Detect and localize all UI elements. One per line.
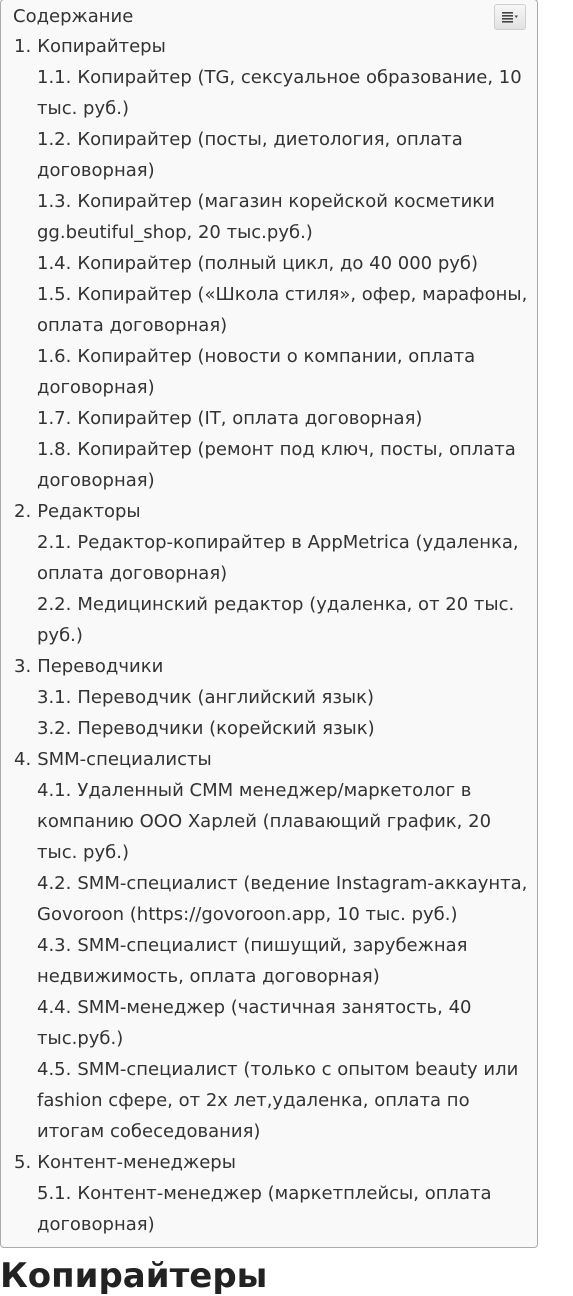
- toc-item-label: Копирайтер (полный цикл, до 40 000 руб): [77, 253, 479, 274]
- toc-item-number: 3.2.: [37, 718, 72, 739]
- toc-section-link[interactable]: [14, 31, 529, 62]
- toc-item-number: 1.2.: [37, 129, 72, 150]
- toc-item-number: 1.8.: [37, 439, 72, 460]
- toc-item-label: Копирайтер (ремонт под ключ, посты, оплата договорная): [37, 439, 516, 491]
- toc-toggle-button[interactable]: [494, 4, 526, 30]
- toc-item-number: 5.1.: [37, 1183, 72, 1204]
- toc-subsection-link[interactable]: [37, 682, 529, 713]
- toc-subsection-link[interactable]: [37, 341, 529, 403]
- toc-item-label: SMM-специалист (пишущий, зарубежная недвижимость, оплата договорная): [37, 935, 468, 987]
- toc-subsection-link[interactable]: [37, 62, 529, 124]
- toc-item-label: Копирайтер («Школа стиля», офер, марафоны, оплата договорная): [37, 284, 528, 336]
- toc-subsection-link[interactable]: [37, 930, 529, 992]
- toc-item-number: 3.: [14, 656, 32, 677]
- toc-item-label: Переводчики (корейский язык): [77, 718, 375, 739]
- toc-item-number: 1.3.: [37, 191, 72, 212]
- toc-item-label: Копирайтер (TG, сексуальное образование, 10 тыс. руб.): [37, 67, 522, 119]
- toc-item-label: Копирайтер (IT, оплата договорная): [77, 408, 423, 429]
- toc-item-label: SMM-специалисты: [37, 749, 212, 770]
- toc-subsection-link[interactable]: [37, 186, 529, 248]
- toc-item-label: SMM-менеджер (частичная занятость, 40 тыс.руб.): [37, 997, 472, 1049]
- toc-subsection-link[interactable]: [37, 1054, 529, 1147]
- toc-item-number: 1.4.: [37, 253, 72, 274]
- toc-item-label: Копирайтер (магазин корейской косметики gg.beutiful_shop, 20 тыс.руб.): [37, 191, 495, 243]
- toc-item-number: 4.2.: [37, 873, 72, 894]
- toc-item-number: 1.6.: [37, 346, 72, 367]
- list-icon: [501, 11, 519, 23]
- toc-item-label: Переводчики: [37, 656, 164, 677]
- toc-item-label: Контент-менеджер (маркетплейсы, оплата договорная): [37, 1183, 492, 1235]
- toc-item-number: 4.5.: [37, 1059, 72, 1080]
- toc-section-link[interactable]: [14, 744, 529, 775]
- toc-item-number: 3.1.: [37, 687, 72, 708]
- toc-subsection-link[interactable]: [37, 868, 529, 930]
- toc-item-number: 1.: [14, 36, 32, 57]
- toc-subsection-link[interactable]: [37, 589, 529, 651]
- toc-subsection-link[interactable]: [37, 434, 529, 496]
- toc-item-number: 2.2.: [37, 594, 72, 615]
- toc-subsection-link[interactable]: [37, 713, 529, 744]
- toc-item-number: 2.: [14, 501, 32, 522]
- toc-section-link[interactable]: [14, 651, 529, 682]
- toc-item-number: 4.: [14, 749, 32, 770]
- toc-item-number: 4.4.: [37, 997, 72, 1018]
- section-heading: Копирайтеры: [0, 1256, 268, 1296]
- toc-item-number: 4.1.: [37, 780, 72, 801]
- toc-list: [14, 31, 529, 1240]
- toc-subsection-link[interactable]: [37, 124, 529, 186]
- toc-item-label: SMM-специалист (ведение Instagram-аккаунта, Govoroon (https://govoroon.app, 10 тыс. руб.): [37, 873, 528, 925]
- toc-title: Содержание: [13, 6, 134, 27]
- toc-item-number: 1.1.: [37, 67, 72, 88]
- toc-subsection-link[interactable]: [37, 1178, 529, 1240]
- toc-item-number: 1.7.: [37, 408, 72, 429]
- toc-item-label: SMM-специалист (только с опытом beauty или fashion сфере, от 2х лет,удаленка, оплата по итогам собеседования): [37, 1059, 519, 1142]
- toc-item-number: 1.5.: [37, 284, 72, 305]
- toc-subsection-link[interactable]: [37, 527, 529, 589]
- toc-item-label: Редактор-копирайтер в AppMetrica (удаленка, оплата договорная): [37, 532, 519, 584]
- toc-section-link[interactable]: [14, 496, 529, 527]
- toc-item-label: Копирайтер (посты, диетология, оплата договорная): [37, 129, 463, 181]
- toc-subsection-link[interactable]: [37, 403, 529, 434]
- toc-item-label: Переводчик (английский язык): [77, 687, 375, 708]
- toc-item-number: 5.: [14, 1152, 32, 1173]
- toc-subsection-link[interactable]: [37, 248, 529, 279]
- toc-section-link[interactable]: [14, 1147, 529, 1178]
- toc-item-label: Медицинский редактор (удаленка, от 20 тыс. руб.): [37, 594, 515, 646]
- toc-item-label: Контент-менеджеры: [37, 1152, 236, 1173]
- toc-item-number: 2.1.: [37, 532, 72, 553]
- toc-subsection-link[interactable]: [37, 992, 529, 1054]
- toc-subsection-link[interactable]: [37, 279, 529, 341]
- toc-item-label: Удаленный CMM менеджер/маркетолог в компанию ООО Харлей (плавающий график, 20 тыс. руб.): [37, 780, 492, 863]
- toc-subsection-link[interactable]: [37, 775, 529, 868]
- toc-item-number: 4.3.: [37, 935, 72, 956]
- toc-item-label: Редакторы: [37, 501, 141, 522]
- toc-item-label: Копирайтеры: [37, 36, 166, 57]
- toc-item-label: Копирайтер (новости о компании, оплата договорная): [37, 346, 476, 398]
